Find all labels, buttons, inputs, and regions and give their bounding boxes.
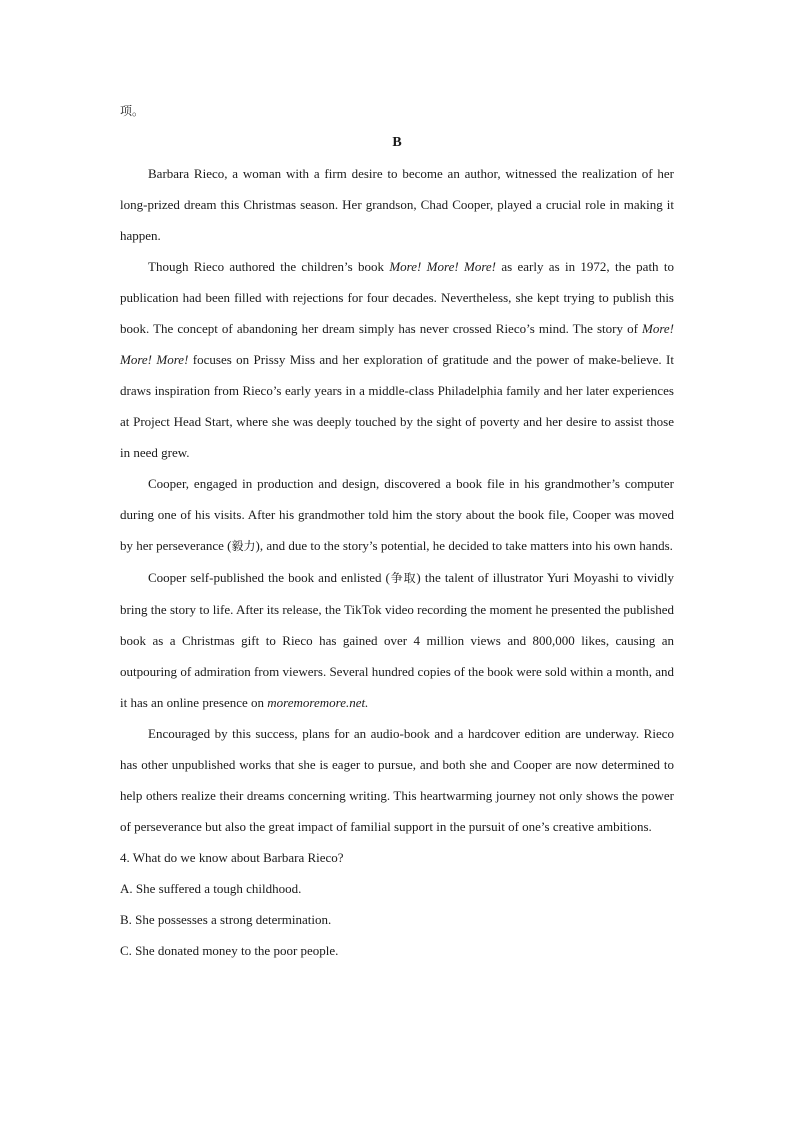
option-c: C. She donated money to the poor people.: [120, 943, 339, 958]
question-stem: 4. What do we know about Barbara Rieco?: [120, 850, 344, 865]
option-b: B. She possesses a strong determination.: [120, 912, 332, 927]
paragraph-2-part-1: Though Rieco authored the children’s book: [148, 259, 390, 274]
section-heading: B: [392, 135, 402, 150]
paragraph-4-part-2: ) the talent of illustrator Yuri Moyashi to vividly bring the story to life. After its release, the TikTok video recording the moment he presented the published book as a Christmas gift to Rieco has gained over 4 million views and 800,000 likes, causing an outpouring of admiration from viewers. Several hundred copies of the book were sold within a month, and it has an online presence on: [120, 570, 674, 710]
option-a: A. She suffered a tough childhood.: [120, 881, 302, 896]
paragraph-3-part-1: Cooper, engaged in production and design, discovered a book file in his grandmother’s computer during one of his visits. After his grandmother told him the story about the book file, Cooper was moved by her perseverance (: [120, 476, 674, 553]
chinese-gloss: 争取: [389, 571, 417, 585]
chinese-gloss: 毅力: [231, 539, 256, 553]
document-page: [120, 96, 674, 966]
paragraph-4: [120, 562, 674, 718]
continued-line: 项。: [120, 104, 145, 118]
paragraph-2-part-3: focuses on Prissy Miss and her exploration of gratitude and the power of make-believe. It draws inspiration from Rieco’s early years in a middle-class Philadelphia family and her later experiences at Project Head Start, where she was deeply touched by the sight of poverty and her desire to assist those in need grew.: [120, 352, 674, 460]
paragraph-4-part-1: Cooper self-published the book and enlisted (: [148, 570, 390, 585]
paragraph-3-part-2: ), and due to the story’s potential, he decided to take matters into his own hands.: [255, 538, 673, 553]
paragraph-2-part-2: as early as in 1972, the path to publication had been filled with rejections for four decades. Nevertheless, she kept trying to publish this book. The concept of abandoning her dream simply has never crossed Rieco’s mind. The story of: [120, 259, 674, 336]
paragraph-3: [120, 468, 674, 562]
website-name: moremoremore.net.: [267, 695, 369, 710]
paragraph-2: [120, 251, 674, 468]
book-title: More! More! More!: [120, 321, 674, 367]
paragraph-5: Encouraged by this success, plans for an audio-book and a hardcover edition are underway. Rieco has other unpublished works that she is eager to pursue, and both she and Cooper are now determined to help others realize their dreams concerning writing. This heartwarming journey not only shows the power of perseverance but also the great impact of familial support in the pursuit of one’s creative ambitions.: [120, 726, 674, 834]
paragraph-1: Barbara Rieco, a woman with a firm desire to become an author, witnessed the realization of her long-prized dream this Christmas season. Her grandson, Chad Cooper, played a crucial role in making it happen.: [120, 166, 674, 243]
book-title: More! More! More!: [389, 259, 497, 274]
